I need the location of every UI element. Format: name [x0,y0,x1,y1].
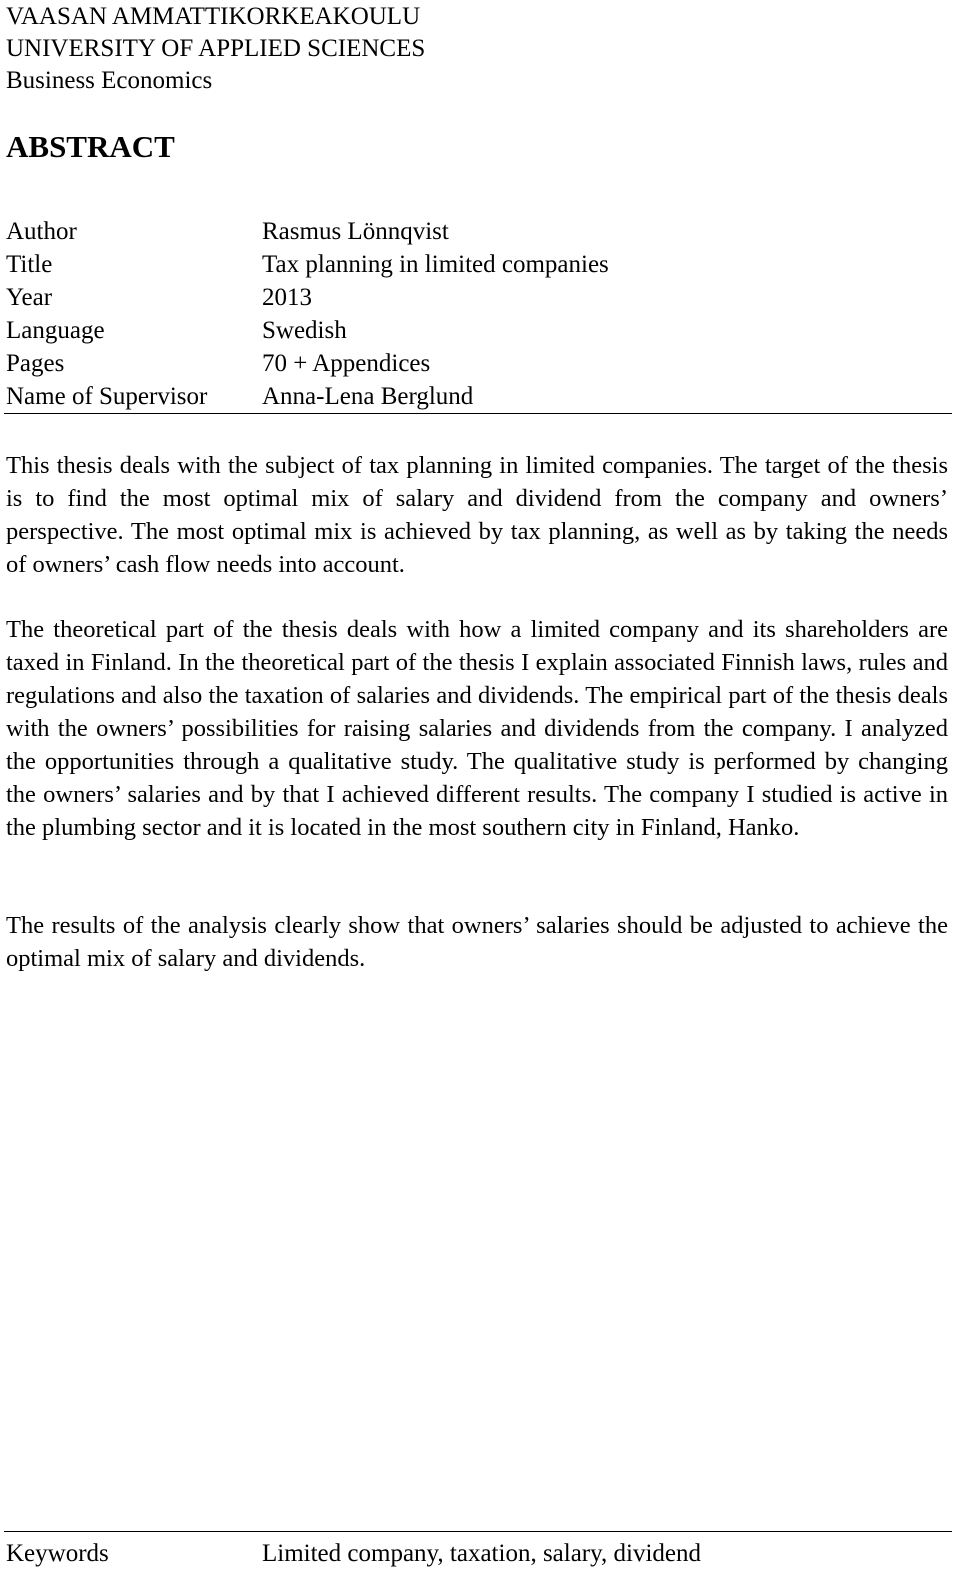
title-label: Title [6,251,53,278]
abstract-paragraph-1: This thesis deals with the subject of tax planning in limited companies. The target of the thesis is to find the most optimal mix of salary and dividend from the company and owners’ perspective. The most optimal mix is achieved by tax planning, as well as by taking the needs of owners’ cash flow needs into account. [6,452,948,578]
thesis-metadata-table [6,215,952,413]
abstract-paragraph-2: The theoretical part of the thesis deals with how a limited company and its shareholders are taxed in Finland. In the theoretical part of the thesis I explain associated Finnish laws, rules and regulations and also the taxation of salaries and dividends. The empirical part of the thesis deals with the owners’ possibilities for raising salaries and dividends from the company. I analyzed the opportunities through a qualitative study. The qualitative study is performed by changing the owners’ salaries and by that I achieved different results. The company I studied is active in the plumbing sector and it is located in the most southern city in Finland, Hanko. [6,616,948,841]
year-value: 2013 [262,284,312,311]
author-label: Author [6,218,77,245]
institution-name-english: UNIVERSITY OF APPLIED SCIENCES [6,35,426,62]
language-value: Swedish [262,317,347,344]
supervisor-label: Name of Supervisor [6,383,208,410]
supervisor-row [6,380,952,413]
pages-label: Pages [6,350,65,377]
title-row [6,248,952,281]
language-label: Language [6,317,105,344]
institution-name-finnish: VAASAN AMMATTIKORKEAKOULU [6,3,421,30]
keywords-divider [4,1531,952,1532]
title-value: Tax planning in limited companies [262,251,609,278]
year-row [6,281,952,314]
keywords-row [6,1537,952,1570]
pages-value: 70 + Appendices [262,350,431,377]
metadata-divider [4,413,952,414]
author-row [6,215,952,248]
supervisor-value: Anna-Lena Berglund [262,383,474,410]
pages-row [6,347,952,380]
year-label: Year [6,284,53,311]
author-value: Rasmus Lönnqvist [262,218,449,245]
department-name: Business Economics [6,67,213,94]
abstract-heading: ABSTRACT [6,129,175,164]
language-row [6,314,952,347]
keywords-label: Keywords [6,1540,109,1567]
abstract-paragraph-3: The results of the analysis clearly show that owners’ salaries should be adjusted to achieve the optimal mix of salary and dividends. [6,912,948,972]
keywords-value: Limited company, taxation, salary, dividend [262,1540,702,1567]
